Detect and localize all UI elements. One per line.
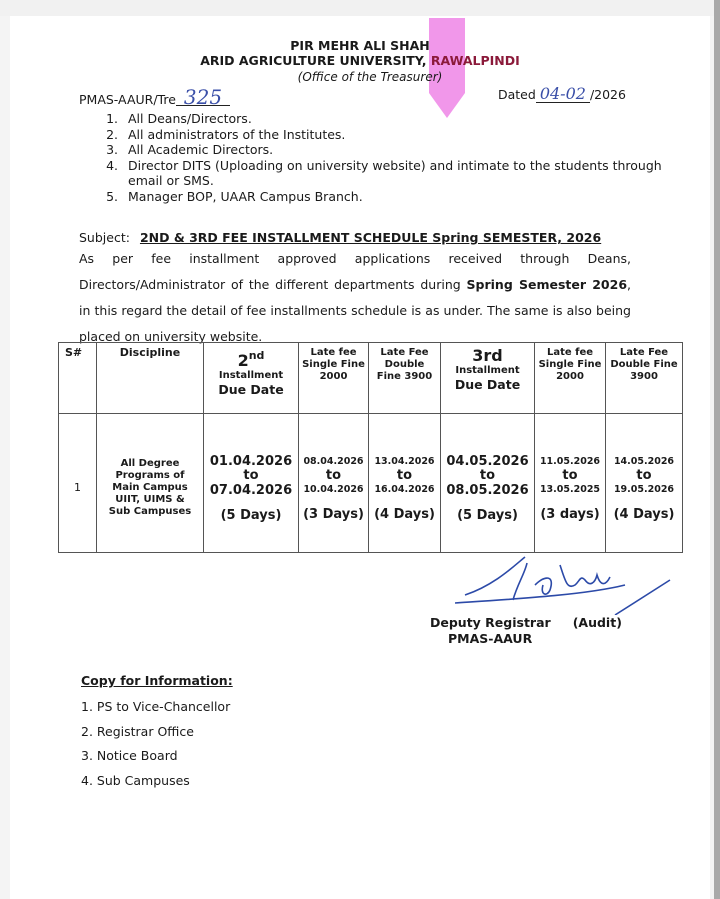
- scan-edge: [714, 0, 720, 899]
- reference-prefix: PMAS-AAUR/Tre: [79, 92, 176, 107]
- header-second-installment: [204, 343, 299, 414]
- days-count: (5 Days): [457, 508, 518, 523]
- cell-second-installment: [204, 414, 299, 553]
- subject-line: [79, 230, 601, 245]
- date-from: 04.05.2026: [446, 454, 529, 469]
- header-text: Late Fee: [619, 347, 669, 358]
- header-late-double-2: [606, 343, 683, 414]
- header-text: Double: [384, 359, 425, 370]
- date-to: 10.04.2026: [303, 484, 364, 495]
- header-text: Single Fine: [538, 359, 602, 370]
- header-text: Late fee: [546, 347, 594, 358]
- cell-late-double-2: [606, 414, 683, 553]
- table-header-row: [59, 343, 683, 414]
- date-to: 08.05.2026: [446, 483, 529, 498]
- header-sub: Installment: [455, 365, 520, 376]
- recipient-item: 5. Manager BOP, UAAR Campus Branch.: [122, 189, 682, 205]
- signatory-org: PMAS-AAUR: [448, 631, 533, 646]
- date-from: 08.04.2026: [303, 456, 364, 467]
- body-text: , in this regard the detail of fee installments schedule is as under. The same is also being placed on university website.: [79, 277, 631, 344]
- signatory-title: [430, 615, 622, 630]
- to-label: to: [243, 468, 259, 483]
- date-from: 01.04.2026: [209, 454, 293, 469]
- body-bold-text: Spring Semester 2026: [466, 277, 628, 292]
- days-count: (4 Days): [374, 507, 435, 522]
- copy-item: 4. Sub Campuses: [81, 772, 190, 788]
- cell-late-single-1: [299, 414, 369, 553]
- cell-late-single-2: [535, 414, 606, 553]
- university-name: ARID AGRICULTURE UNIVERSITY,: [200, 53, 431, 68]
- header-discipline: Discipline: [97, 343, 204, 414]
- handwritten-ref-number: 325: [176, 89, 230, 106]
- installment-schedule-table: [58, 342, 683, 553]
- to-label: to: [479, 468, 496, 483]
- recipient-item: 1. All Deans/Directors.: [122, 111, 682, 127]
- recipient-item: 2. All administrators of the Institutes.: [122, 127, 682, 143]
- date-from: 13.04.2026: [374, 456, 435, 467]
- table-row: [59, 414, 683, 553]
- city-name: RAWALPINDI: [430, 53, 520, 68]
- header-text: Fine 3900: [376, 371, 433, 382]
- subject-label: Subject:: [79, 230, 130, 245]
- header-sno: S#: [59, 343, 97, 414]
- discipline-line: Programs of: [115, 470, 185, 481]
- recipient-item: 4. Director DITS (Uploading on university website) and intimate to the students through email or SMS.: [122, 158, 682, 189]
- cell-third-installment: [441, 414, 535, 553]
- signatory-role: Deputy Registrar: [430, 615, 551, 630]
- body-text: As per fee installment approved applications received through Deans, Directors/Administrator of the different departments during: [79, 251, 631, 292]
- date-to: 07.04.2026: [209, 483, 293, 498]
- date-from: 11.05.2026: [539, 456, 601, 467]
- subject-text: 2ND & 3RD FEE INSTALLMENT SCHEDULE Spring SEMESTER, 2026: [139, 230, 602, 245]
- body-paragraph: [79, 246, 631, 350]
- date-to: 13.05.2025: [539, 484, 601, 495]
- header-text: Double Fine: [610, 359, 678, 370]
- discipline-line: All Degree: [120, 458, 180, 469]
- header-third-installment: [441, 343, 535, 414]
- cell-sno: 1: [59, 414, 97, 553]
- to-label: to: [325, 468, 342, 483]
- header-ordinal: 2: [237, 351, 249, 370]
- copy-item: 3. Notice Board: [81, 748, 178, 763]
- dated-label: Dated: [498, 87, 536, 102]
- cell-late-double-1: [369, 414, 441, 553]
- discipline-line: UIIT, UIMS &: [115, 494, 185, 505]
- header-text: 3900: [630, 371, 658, 382]
- header-text: Late fee: [310, 347, 357, 358]
- header-due: Due Date: [218, 382, 284, 397]
- to-label: to: [562, 468, 578, 483]
- signatory-dept: (Audit): [572, 615, 622, 630]
- header-text: Single Fine: [302, 359, 365, 370]
- date-to: 16.04.2026: [374, 484, 435, 495]
- copy-item: 1. PS to Vice-Chancellor: [81, 699, 231, 714]
- header-text: 2000: [556, 371, 584, 382]
- header-late-double-1: [369, 343, 441, 414]
- date-line: [498, 86, 626, 103]
- date-to: 19.05.2026: [613, 484, 675, 495]
- reference-number: [79, 85, 230, 109]
- discipline-line: Sub Campuses: [108, 506, 192, 517]
- to-label: to: [636, 468, 652, 483]
- header-due: Due Date: [454, 377, 521, 392]
- header-sub: Installment: [218, 370, 284, 381]
- header-ordinal-suffix: nd: [248, 349, 265, 362]
- recipient-list: [100, 111, 682, 204]
- discipline-line: Main Campus: [112, 482, 188, 493]
- to-label: to: [396, 468, 413, 483]
- days-count: (3 days): [540, 507, 600, 522]
- recipient-item: 3. All Academic Directors.: [122, 142, 682, 158]
- handwritten-date: 04-02: [536, 86, 590, 103]
- days-count: (3 Days): [303, 507, 364, 522]
- copy-heading: Copy for Information:: [81, 673, 233, 688]
- cell-discipline: [97, 414, 204, 553]
- header-late-single-2: [535, 343, 606, 414]
- header-ordinal: 3rd: [472, 346, 503, 365]
- signature-scribble: [455, 555, 675, 615]
- office-name: (Office of the Treasurer): [297, 70, 443, 84]
- letterhead-line1: PIR MEHR ALI SHAH: [290, 38, 430, 53]
- date-year: /2026: [589, 87, 626, 102]
- days-count: (4 Days): [613, 507, 675, 522]
- header-text: 2000: [319, 371, 348, 382]
- date-from: 14.05.2026: [613, 456, 675, 467]
- header-late-single-1: [299, 343, 369, 414]
- scan-top-margin: [0, 0, 714, 16]
- header-text: Late Fee: [380, 347, 429, 358]
- days-count: (5 Days): [220, 508, 282, 523]
- letterhead-line2: [0, 53, 720, 68]
- copy-item: 2. Registrar Office: [81, 723, 194, 739]
- copy-list: [81, 695, 230, 793]
